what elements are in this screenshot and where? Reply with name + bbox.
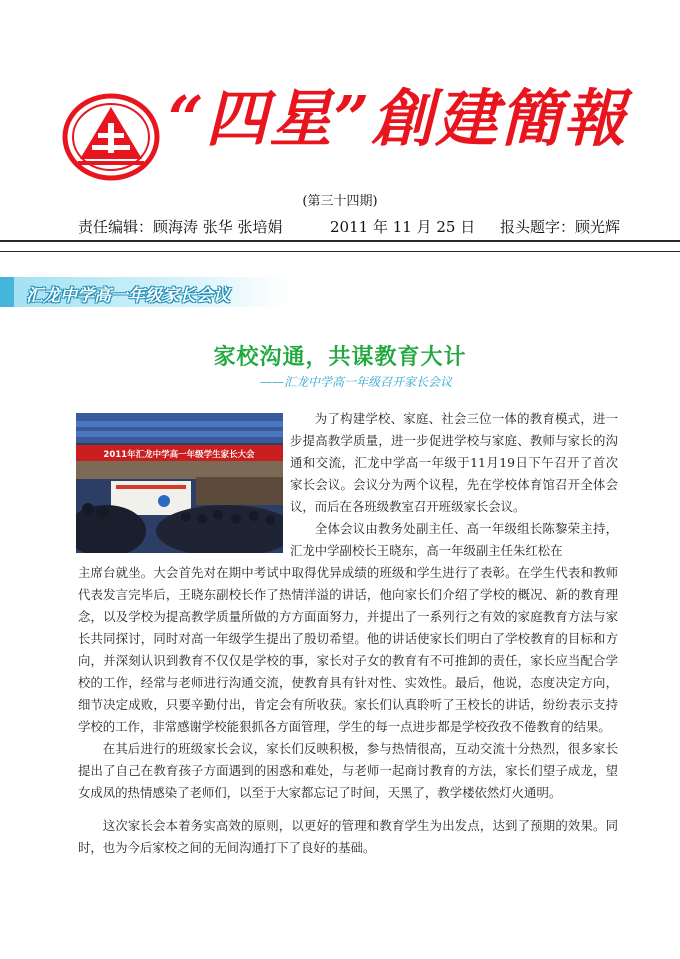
masthead-calligrapher: 报头题字：顾光辉 — [500, 218, 621, 236]
responsible-editors: 责任编辑：顾海涛 张华 张培娟 — [78, 218, 283, 236]
photo-banner-text: 2011年汇龙中学高一年级学生家长大会 — [103, 450, 255, 460]
section-banner-title: 汇龙中学高一年级家长会议 — [26, 286, 230, 306]
article-headline: 家校沟通，共谋教育大计 — [213, 344, 467, 370]
meeting-photo — [76, 413, 283, 553]
article-paragraph-4: 这次家长会本着务实高效的原则，以更好的管理和教育学生为出发点，达到了预期的效果。同时，也为今后家校之间的无间沟通打下了良好的基础。 — [78, 818, 618, 855]
header-divider-thick — [0, 240, 680, 242]
article-paragraph-3: 在其后进行的班级家长会议，家长们反映积极，参与热情很高，互动交流十分热烈，很多家长提出了自己在教育孩子方面遇到的困惑和难处，与老师一起商讨教育的方法，家长们望子成龙，望女成凤的热情感染了老师们，以至于大家都忘记了时间，天黑了，教学楼依然灯火通明。 — [78, 741, 618, 800]
header-divider-thin — [0, 251, 680, 252]
article-paragraph-1 — [290, 408, 618, 518]
newsletter-masthead-title: “四星”創建簡報 — [168, 82, 628, 155]
section-banner — [0, 277, 290, 307]
school-emblem-icon — [62, 93, 160, 181]
article-subheadline: ——汇龙中学高一年级召开家长会议 — [260, 375, 453, 389]
article-paragraph-2-continued: 主席台就坐。大会首先对在期中考试中取得优异成绩的班级和学生进行了表彰。在学生代表和教师代表发言完毕后，王晓东副校长作了热情洋溢的讲话，他向家长们介绍了学校的概况、新的教育理念，以及学校为提高教学质量所做的方方面面努力，并提出了一系列行之有效的家庭教育方法与家长共同探讨，同时对高一年级学生提出了殷切希望。他的讲话使家长们明白了学校教育的目标和方向，并深刻认识到教育不仅仅是学校的事，家长对子女的教育有不可推卸的责任，家长应当配合学校的工作，经常与老师进行沟通交流，使教育具有针对性、实效性。最后，他说，态度决定方向，细节决定成败，只要辛勤付出，肯定会有所收获。家长们认真聆听了王校长的讲话，纷纷表示支持学校的工作，非常感谢学校能狠抓各方面管理，学生的每一点进步都是学校孜孜不倦教育的结果。 — [78, 565, 618, 734]
paragraph-text: 为了构建学校、家庭、社会三位一体的教育模式，进一步提高教学质量，进一步促进学校与家庭、教师与家长的沟通和交流，汇龙中学高一年级于11月19日下午召开了首次家长会议。会议分为两个议程，先在学校体育馆召开全体会议，而后在各班级教室召开班级家长会议。 — [290, 411, 618, 514]
article-continued — [78, 562, 618, 859]
section-banner-accent — [0, 277, 14, 307]
issue-number: (第三十四期) — [302, 194, 378, 209]
paragraph-text: 全体会议由教务处副主任、高一年级组长陈黎荣主持，汇龙中学副校长王晓东，高一年级副主任朱红松在 — [290, 521, 618, 558]
publication-date: 2011 年 11 月 25 日 — [330, 218, 476, 236]
article-paragraph-2-intro — [290, 518, 618, 562]
